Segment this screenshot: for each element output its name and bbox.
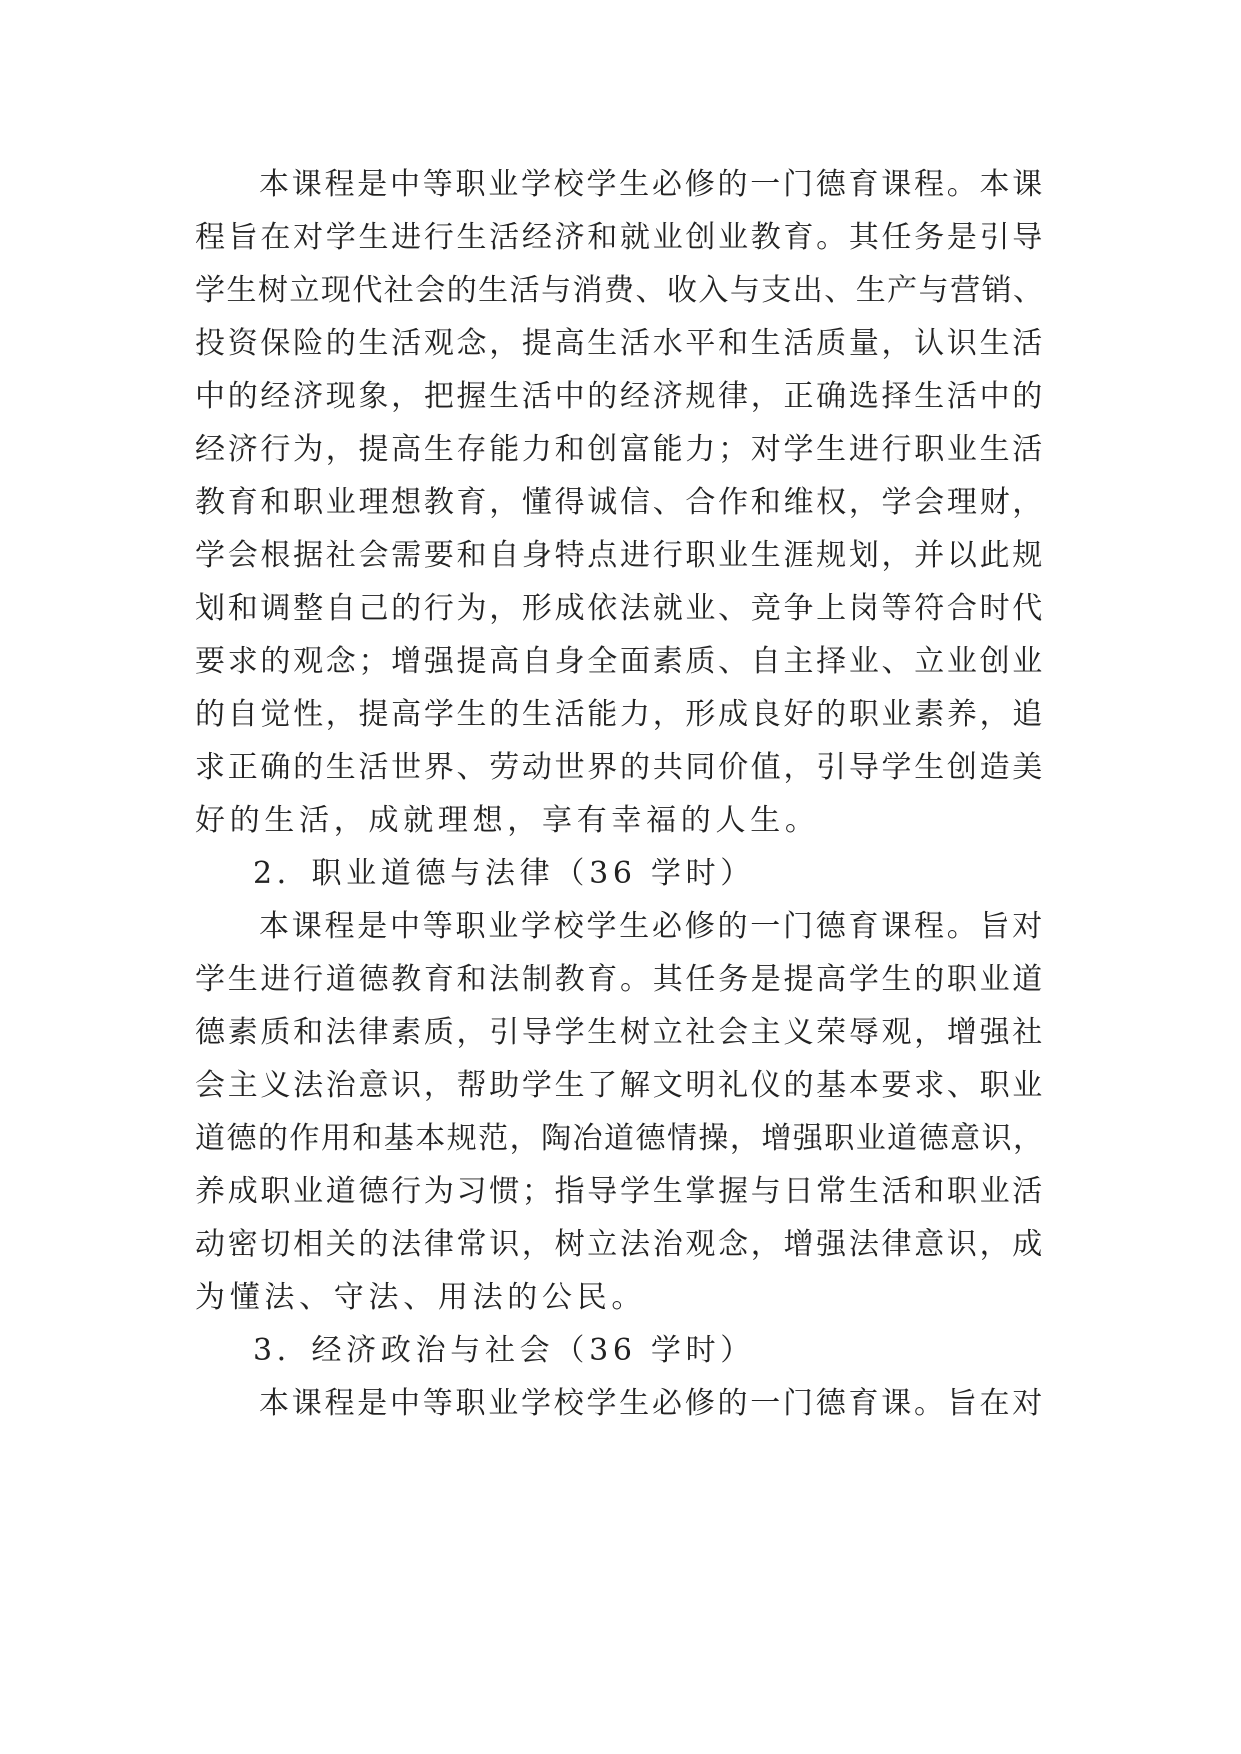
text-line: 德素质和法律素质，引导学生树立社会主义荣辱观，增强社 (195, 1015, 1045, 1050)
text-line: 本课程是中等职业学校学生必修的一门德育课程。旨对 (259, 909, 1045, 944)
text-line: 的自觉性，提高学生的生活能力，形成良好的职业素养，追 (195, 697, 1045, 732)
paragraph-course-2-description (195, 900, 1050, 1324)
text-line: 学会根据社会需要和自身特点进行职业生涯规划，并以此规 (195, 538, 1045, 573)
text-line: 投资保险的生活观念，提高生活水平和生活质量，认识生活 (195, 326, 1045, 361)
text-line: 中的经济现象，把握生活中的经济规律，正确选择生活中的 (195, 379, 1045, 414)
heading-course-3: 3．经济政治与社会（36 学时） (253, 1333, 755, 1368)
text-line: 求正确的生活世界、劳动世界的共同价值，引导学生创造美 (195, 750, 1045, 785)
document-body (195, 158, 1050, 1430)
text-line: 为懂法、守法、用法的公民。 (195, 1280, 647, 1315)
text-line: 养成职业道德行为习惯；指导学生掌握与日常生活和职业活 (195, 1174, 1045, 1209)
heading-course-2: 2．职业道德与法律（36 学时） (253, 856, 755, 891)
text-line: 要求的观念；增强提高自身全面素质、自主择业、立业创业 (195, 644, 1045, 679)
text-line: 学生树立现代社会的生活与消费、收入与支出、生产与营销、 (195, 273, 1045, 308)
text-line: 本课程是中等职业学校学生必修的一门德育课。旨在对 (259, 1386, 1045, 1421)
text-line: 经济行为，提高生存能力和创富能力；对学生进行职业生活 (195, 432, 1045, 467)
text-line: 好的生活，成就理想，享有幸福的人生。 (195, 803, 820, 838)
text-line: 道德的作用和基本规范，陶冶道德情操，增强职业道德意识， (195, 1121, 1045, 1156)
text-line: 学生进行道德教育和法制教育。其任务是提高学生的职业道 (195, 962, 1045, 997)
text-line: 划和调整自己的行为，形成依法就业、竞争上岗等符合时代 (195, 591, 1045, 626)
text-line: 本课程是中等职业学校学生必修的一门德育课程。本课 (259, 167, 1045, 202)
paragraph-course-1-description (195, 158, 1050, 847)
paragraph-course-3-description (195, 1377, 1050, 1430)
text-line: 会主义法治意识，帮助学生了解文明礼仪的基本要求、职业 (195, 1068, 1045, 1103)
text-line: 动密切相关的法律常识，树立法治观念，增强法律意识，成 (195, 1227, 1045, 1262)
text-line: 教育和职业理想教育，懂得诚信、合作和维权，学会理财， (195, 485, 1045, 520)
text-line: 程旨在对学生进行生活经济和就业创业教育。其任务是引导 (195, 220, 1045, 255)
